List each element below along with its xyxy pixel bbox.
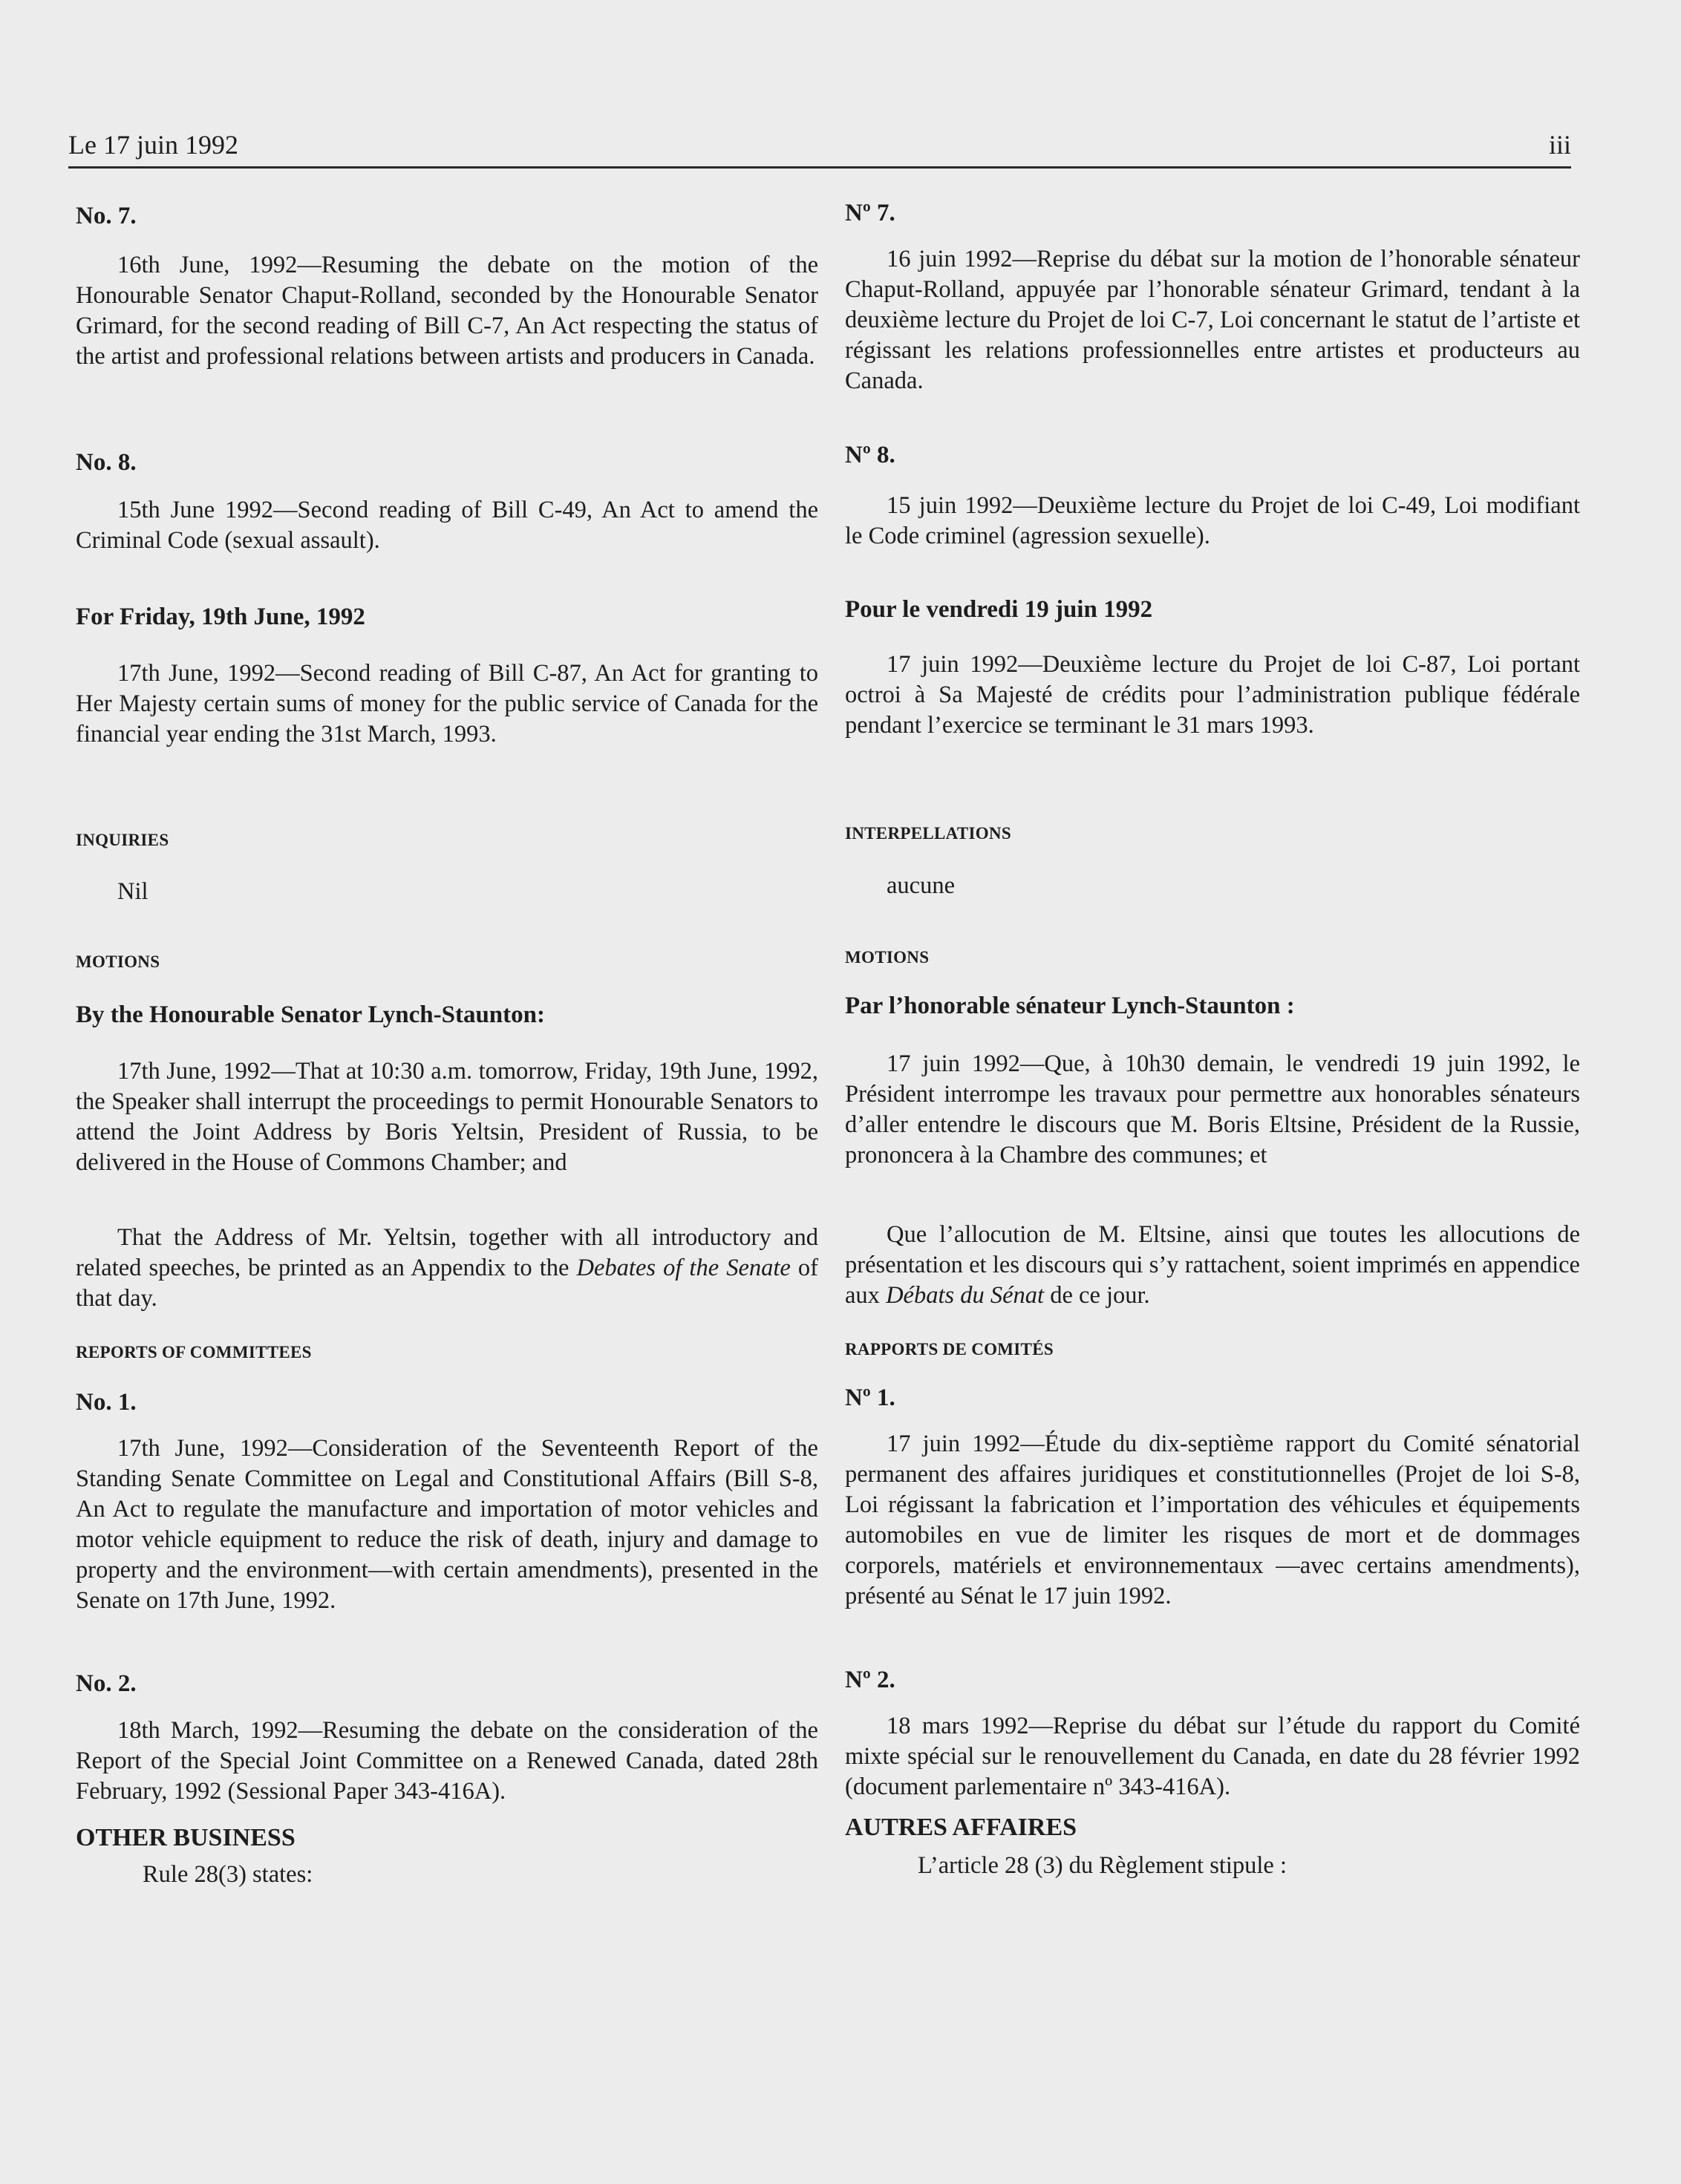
reports-heading-fr: RAPPORTS DE COMITÉS	[845, 1340, 1054, 1359]
motion-text-1-fr: 17 juin 1992—Que, à 10h30 demain, le vendredi 19 juin 1992, le Président interrompe les travaux pour permettre aux honorables sénateurs d’aller entendre le discours que M. Boris Eltsine, Président de la Russie, prononcera à la Chambre des communes; et	[845, 1050, 1580, 1168]
item-no7-heading-fr: Nº 7.	[845, 200, 895, 226]
report-no1-heading: No. 1.	[76, 1389, 137, 1416]
motion-text-2: That the Address of Mr. Yeltsin, together with all introductory and related speeches, be printed as an Appendix to the Debates of the Senate of that day.	[76, 1224, 818, 1312]
friday-heading: For Friday, 19th June, 1992	[76, 604, 365, 630]
report-no2-heading-fr: Nº 2.	[845, 1667, 895, 1693]
item-no7-heading: No. 7.	[76, 203, 137, 229]
item-no8-heading-fr: Nº 8.	[845, 442, 895, 468]
inquiries-text: Nil	[117, 878, 148, 905]
debates-italic: Debates of the Senate	[576, 1255, 791, 1281]
other-business-text-fr: L’article 28 (3) du Règlement stipule :	[918, 1852, 1287, 1879]
page-number: iii	[1548, 130, 1571, 160]
report-no1-text-fr: 17 juin 1992—Étude du dix-septième rapport du Comité sénatorial permanent des affaires juridiques et constitutionnelles (Projet de loi S-8, Loi régissant la fabrication et l’importation des véhicules et équipements automobiles en vue de limiter les risques de mort et de dommages corporels, matériels et environnementaux —avec certains amendments), présenté au Sénat le 17 juin 1992.	[845, 1431, 1580, 1609]
motion-by: By the Honourable Senator Lynch-Staunton:	[76, 1001, 545, 1028]
other-business-heading-fr: AUTRES AFFAIRES	[845, 1814, 1077, 1841]
report-no2-heading: No. 2.	[76, 1670, 137, 1697]
page-header	[68, 125, 1571, 169]
motion-by-fr: Par l’honorable sénateur Lynch-Staunton :	[845, 993, 1295, 1019]
debats-italic: Débats du Sénat	[886, 1282, 1045, 1309]
report-no2-text: 18th March, 1992—Resuming the debate on the consideration of the Report of the Special Joint Committee on a Renewed Canada, dated 28th February, 1992 (Sessional Paper 343-416A).	[76, 1717, 818, 1805]
other-business-heading: OTHER BUSINESS	[76, 1824, 296, 1851]
item-no8-heading: No. 8.	[76, 449, 137, 476]
friday-text-fr: 17 juin 1992—Deuxième lecture du Projet de loi C-87, Loi portant octroi à Sa Majesté de crédits pour l’administration publique fédérale pendant l’exercice se terminant le 31 mars 1993.	[845, 651, 1580, 739]
item-no7-text: 16th June, 1992—Resuming the debate on the motion of the Honourable Senator Chaput-Rolland, seconded by the Honourable Senator Grimard, for the second reading of Bill C-7, An Act respecting the status of the artist and professional relations between artists and producers in Canada.	[76, 252, 818, 370]
report-no1-heading-fr: Nº 1.	[845, 1384, 895, 1411]
inquiries-heading-fr: INTERPELLATIONS	[845, 824, 1011, 843]
header-date: Le 17 juin 1992	[68, 130, 238, 160]
other-business-text: Rule 28(3) states:	[143, 1861, 313, 1888]
inquiries-heading: INQUIRIES	[76, 831, 169, 849]
friday-heading-fr: Pour le vendredi 19 juin 1992	[845, 596, 1153, 623]
reports-heading: REPORTS OF COMMITTEES	[76, 1343, 312, 1361]
motions-heading: MOTIONS	[76, 952, 160, 971]
report-no2-text-fr: 18 mars 1992—Reprise du débat sur l’étude du rapport du Comité mixte spécial sur le renouvellement du Canada, en date du 28 février 1992 (document parlementaire nº 343-416A).	[845, 1713, 1580, 1800]
motion-text-2-fr: Que l’allocution de M. Eltsine, ainsi que toutes les allocutions de présentation et les discours qui s’y rattachent, soient imprimés en appendice aux Débats du Sénat de ce jour.	[845, 1221, 1580, 1309]
friday-text: 17th June, 1992—Second reading of Bill C-87, An Act for granting to Her Majesty certain sums of money for the public service of Canada for the financial year ending the 31st March, 1993.	[76, 660, 818, 748]
item-no8-text: 15th June 1992—Second reading of Bill C-49, An Act to amend the Criminal Code (sexual assault).	[76, 497, 818, 554]
inquiries-text-fr: aucune	[887, 872, 956, 899]
motions-heading-fr: MOTIONS	[845, 948, 930, 967]
item-no7-text-fr: 16 juin 1992—Reprise du débat sur la motion de l’honorable sénateur Chaput-Rolland, appuyée par l’honorable sénateur Grimard, tendant à la deuxième lecture du Projet de loi C-7, Loi concernant le statut de l’artiste et régissant les relations professionnelles entre artistes et producteurs au Canada.	[845, 246, 1580, 394]
report-no1-text: 17th June, 1992—Consideration of the Seventeenth Report of the Standing Senate Committee on Legal and Constitutional Affairs (Bill S-8, An Act to regulate the manufacture and importation of motor vehicles and motor vehicle equipment to reduce the risk of death, injury and damage to property and the environment—with certain amendments), presented in the Senate on 17th June, 1992.	[76, 1435, 818, 1614]
motion-text-1: 17th June, 1992—That at 10:30 a.m. tomorrow, Friday, 19th June, 1992, the Speaker shall interrupt the proceedings to permit Honourable Senators to attend the Joint Address by Boris Yeltsin, President of Russia, to be delivered in the House of Commons Chamber; and	[76, 1058, 818, 1176]
item-no8-text-fr: 15 juin 1992—Deuxième lecture du Projet de loi C-49, Loi modifiant le Code criminel (agression sexuelle).	[845, 492, 1580, 549]
